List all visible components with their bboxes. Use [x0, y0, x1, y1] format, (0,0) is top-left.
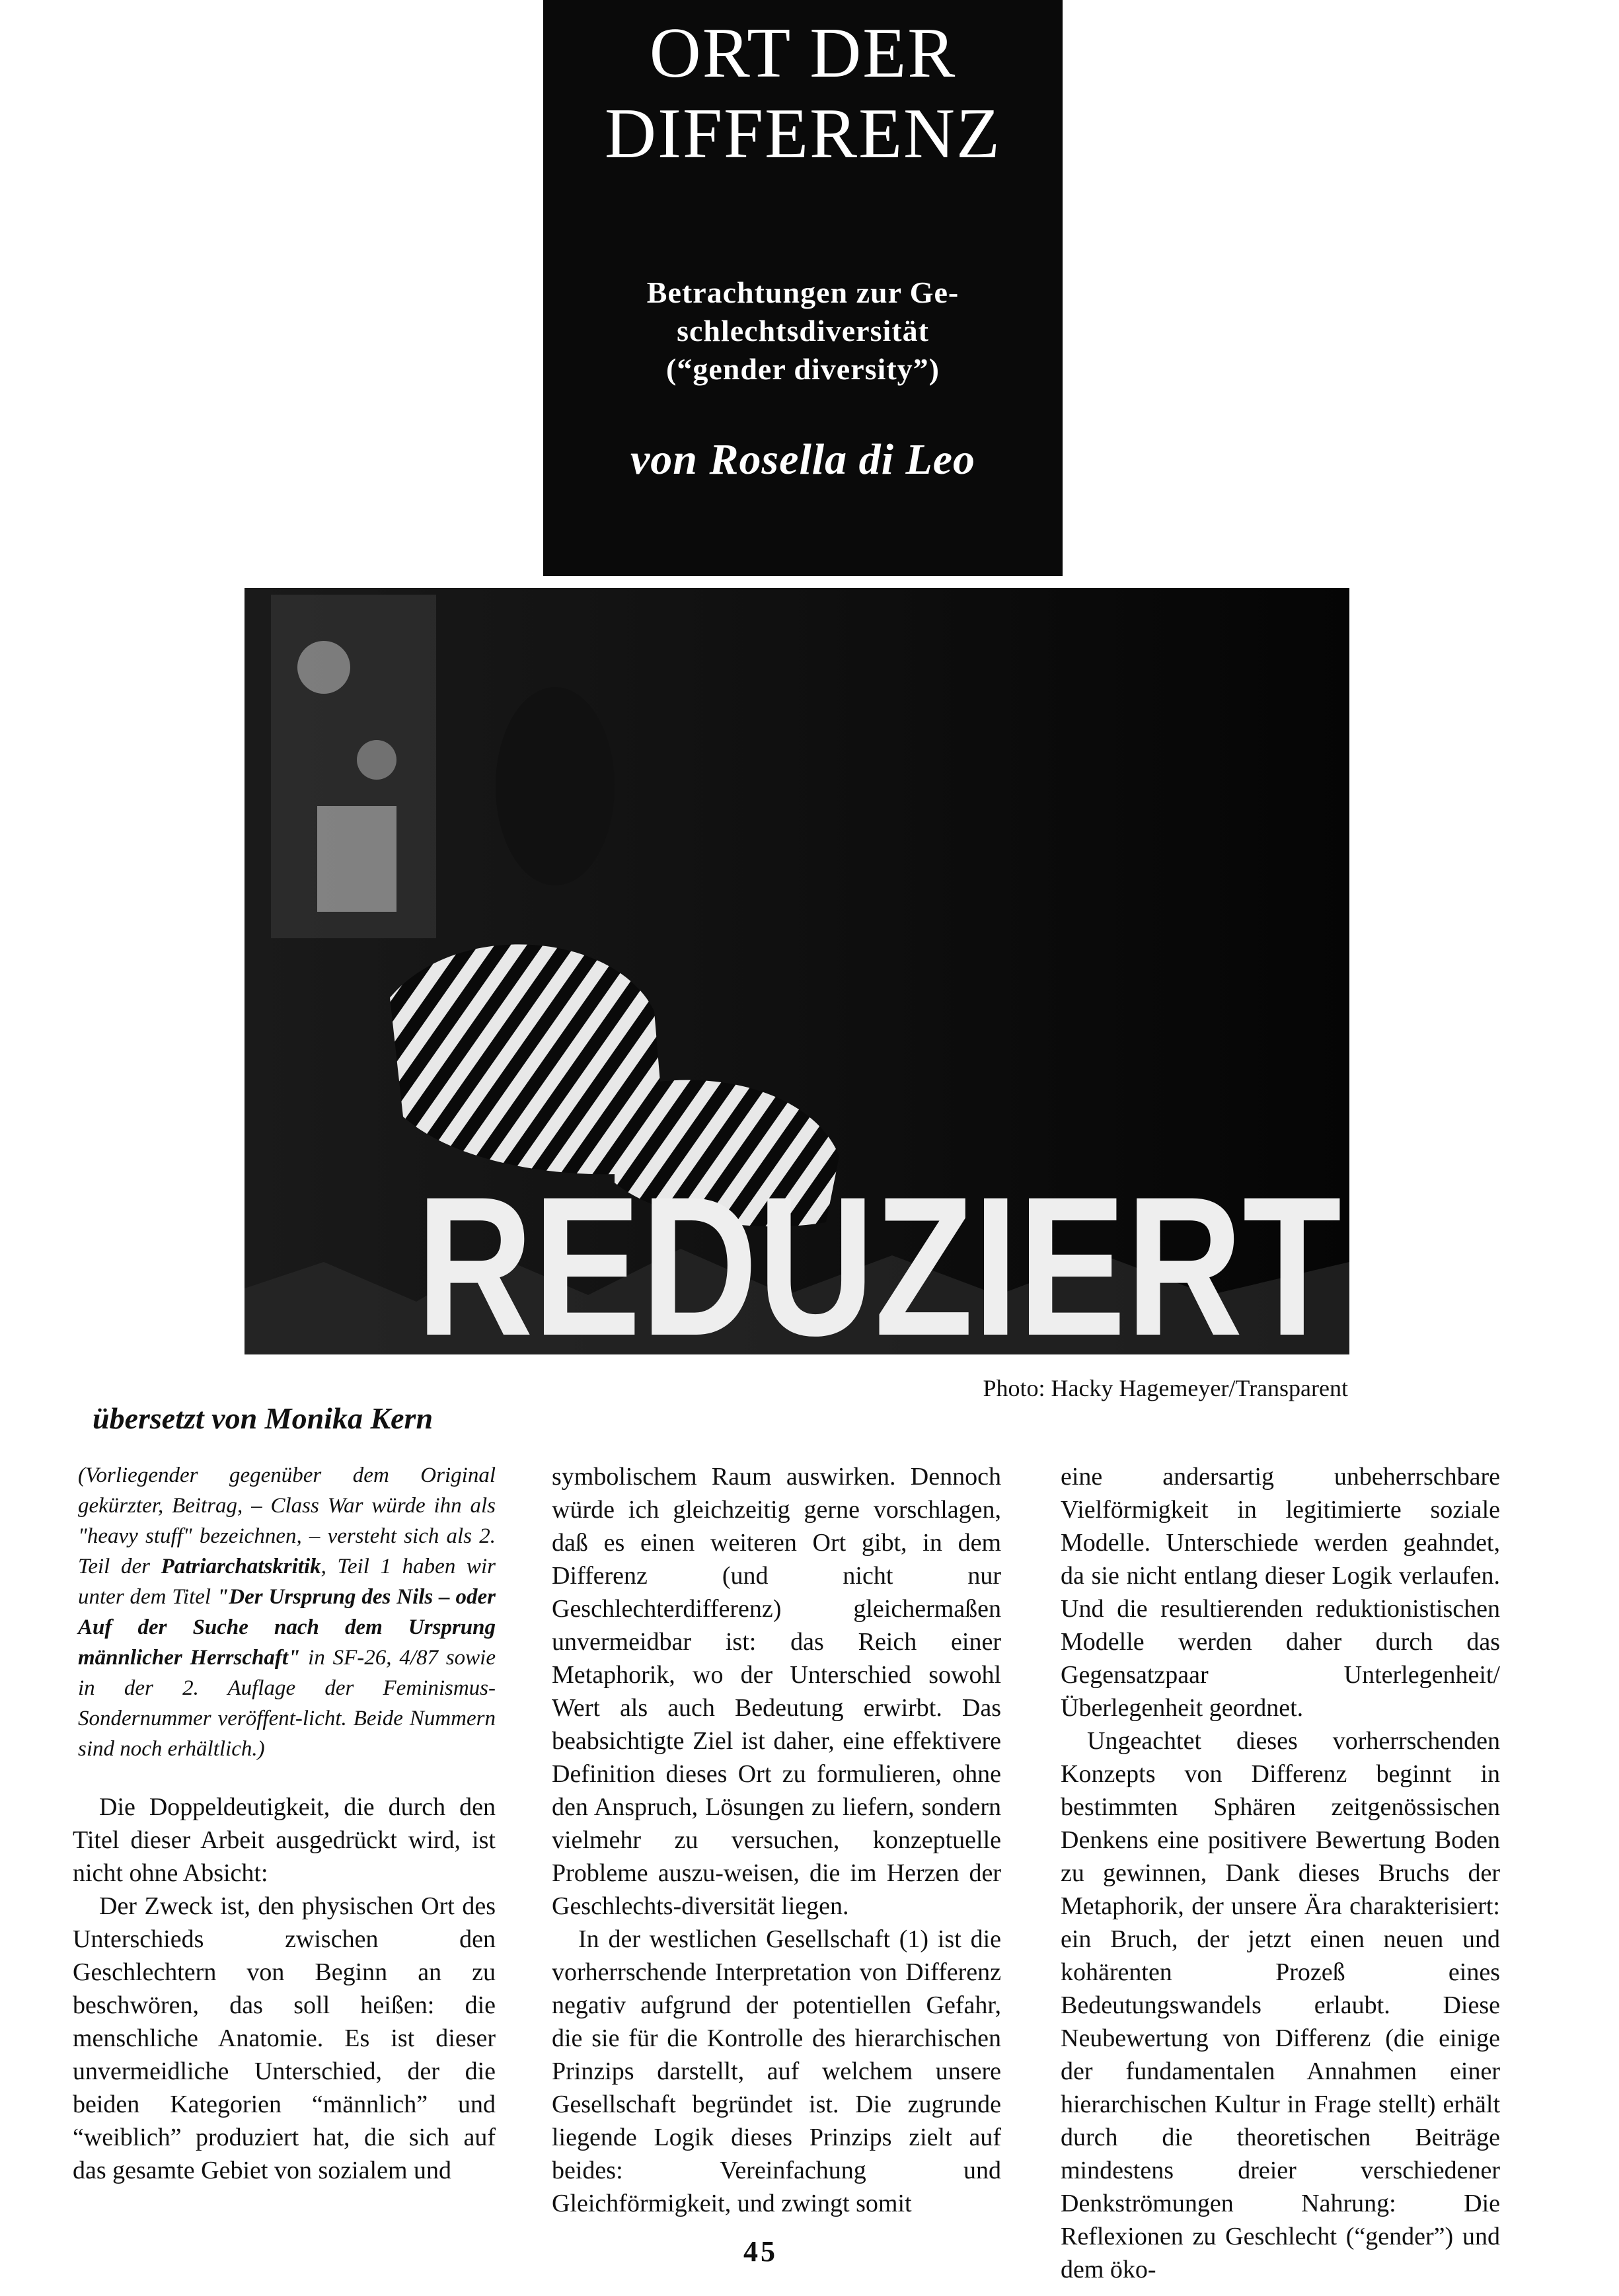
- paragraph: symbolischem Raum auswirken. Dennoch würde ich gleichzeitig gerne vorschlagen, daß es einen weiteren Ort gibt, in dem Differenz (und nicht nur Geschlechterdifferenz) gleichermaßen unvermeidbar ist: das Reich einer Metaphorik, wo der Unterschied sowohl Wert als auch Bedeutung erwirbt. Das beabsichtigte Ziel ist daher, eine effektivere Definition dieses Ort zu formulieren, ohne den Anspruch, Lösungen zu liefern, sondern vielmehr zu versuchen, konzeptuelle Probleme auszu-weisen, die im Herzen der Geschlechts-diversität liegen.: [552, 1463, 1001, 1920]
- title-block: [543, 0, 1063, 576]
- author-byline: von Rosella di Leo: [630, 435, 976, 484]
- note-bold-2: "Der Ursprung des Nils – oder Auf der Suche nach dem Ursprung männlicher Herrschaft": [78, 1585, 496, 1670]
- photo-overlay-text: REDUZIERT: [416, 1155, 1341, 1377]
- translator-credit: übersetzt von Monika Kern: [93, 1401, 433, 1435]
- title-line-1: ORT DER: [649, 14, 957, 93]
- column-2: [552, 1460, 1001, 2220]
- subtitle-line-1: Betrachtungen zur Ge-: [646, 276, 960, 309]
- editorial-note: [73, 1460, 496, 1764]
- subtitle-line-2: schlechtsdiversität: [677, 314, 929, 348]
- column-3: [1061, 1460, 1500, 2286]
- note-text-3: in SF-26, 4/87 sowie in der 2. Auflage der Feminismus-Sondernummer veröffent-licht. Beide Nummern sind noch erhältlich.): [78, 1646, 496, 1761]
- paragraph: Die Doppeldeutigkeit, die durch den Titel dieser Arbeit ausgedrückt wird, ist nicht ohne Absicht:: [73, 1793, 496, 1887]
- paragraph: eine andersartig unbeherrschbare Vielförmigkeit in legitimierte soziale Modelle. Unterschiede werden geahndet, da sie nicht entlang dieser Logik verlaufen. Und die resultierenden reduktionistischen Modelle werden daher durch das Gegensatzpaar Unterlegenheit/Überlegenheit geordnet.: [1061, 1463, 1500, 1722]
- paragraph: Der Zweck ist, den physischen Ort des Unterschieds zwischen den Geschlechtern von Beginn an zu beschwören, das soll heißen: die menschliche Anatomie. Es ist dieser unvermeidliche Unterschied, der die beiden Kategorien “männlich” und “weiblich” produziert hat, die sich auf das gesamte Gebiet von sozialem und: [73, 1892, 496, 2184]
- column-1: [73, 1460, 496, 2187]
- note-bold-1: Patriarchatskritik: [161, 1555, 321, 1578]
- photo-credit: Photo: Hacky Hagemeyer/Transparent: [983, 1375, 1348, 1401]
- article-photo: [245, 588, 1349, 1377]
- article-subtitle: [570, 274, 1036, 389]
- note-text-1: (Vorliegender gegenüber dem Original gekürzter, Beitrag, – Class War würde ihn als "heavy stuff" bezeichnen, – versteht sich als 2. Teil der: [78, 1463, 496, 1578]
- page-number: 45: [743, 2235, 778, 2268]
- subtitle-line-3: (“gender diversity”): [666, 352, 940, 386]
- article-title: [543, 0, 1063, 174]
- title-line-2: DIFFERENZ: [604, 94, 1002, 173]
- note-text-2: , Teil 1 haben wir unter dem Titel: [78, 1555, 496, 1609]
- paragraph: Ungeachtet dieses vorherrschenden Konzepts von Differenz beginnt in bestimmten Sphären zeitgenössischen Denkens eine positivere Bewertung Boden zu gewinnen, Dank dieses Bruchs der Metaphorik, der unsere Ära charakterisiert: ein Bruch, der jetzt einen neuen und kohärenten Prozeß eines Bedeutungswandels erlaubt. Diese Neubewertung von Differenz (die einige der fundamentalen Annahmen einer hierarchischen Kultur in Frage stellt) erhält durch die theoretischen Beiträge mindestens dreier verschiedener Denkströmungen Nahrung: Die Reflexionen zu Geschlecht (“gender”) und dem öko-: [1061, 1727, 1500, 2283]
- paragraph: In der westlichen Gesellschaft (1) ist die vorherrschende Interpretation von Differenz negativ aufgrund der potentiellen Gefahr, die sie für die Kontrolle des hierarchischen Prinzips darstellt, auf welchem unsere Gesellschaft begründet ist. Die zugrunde liegende Logik dieses Prinzips zielt auf beides: Vereinfachung und Gleichförmigkeit, und zwingt somit: [552, 1925, 1001, 2217]
